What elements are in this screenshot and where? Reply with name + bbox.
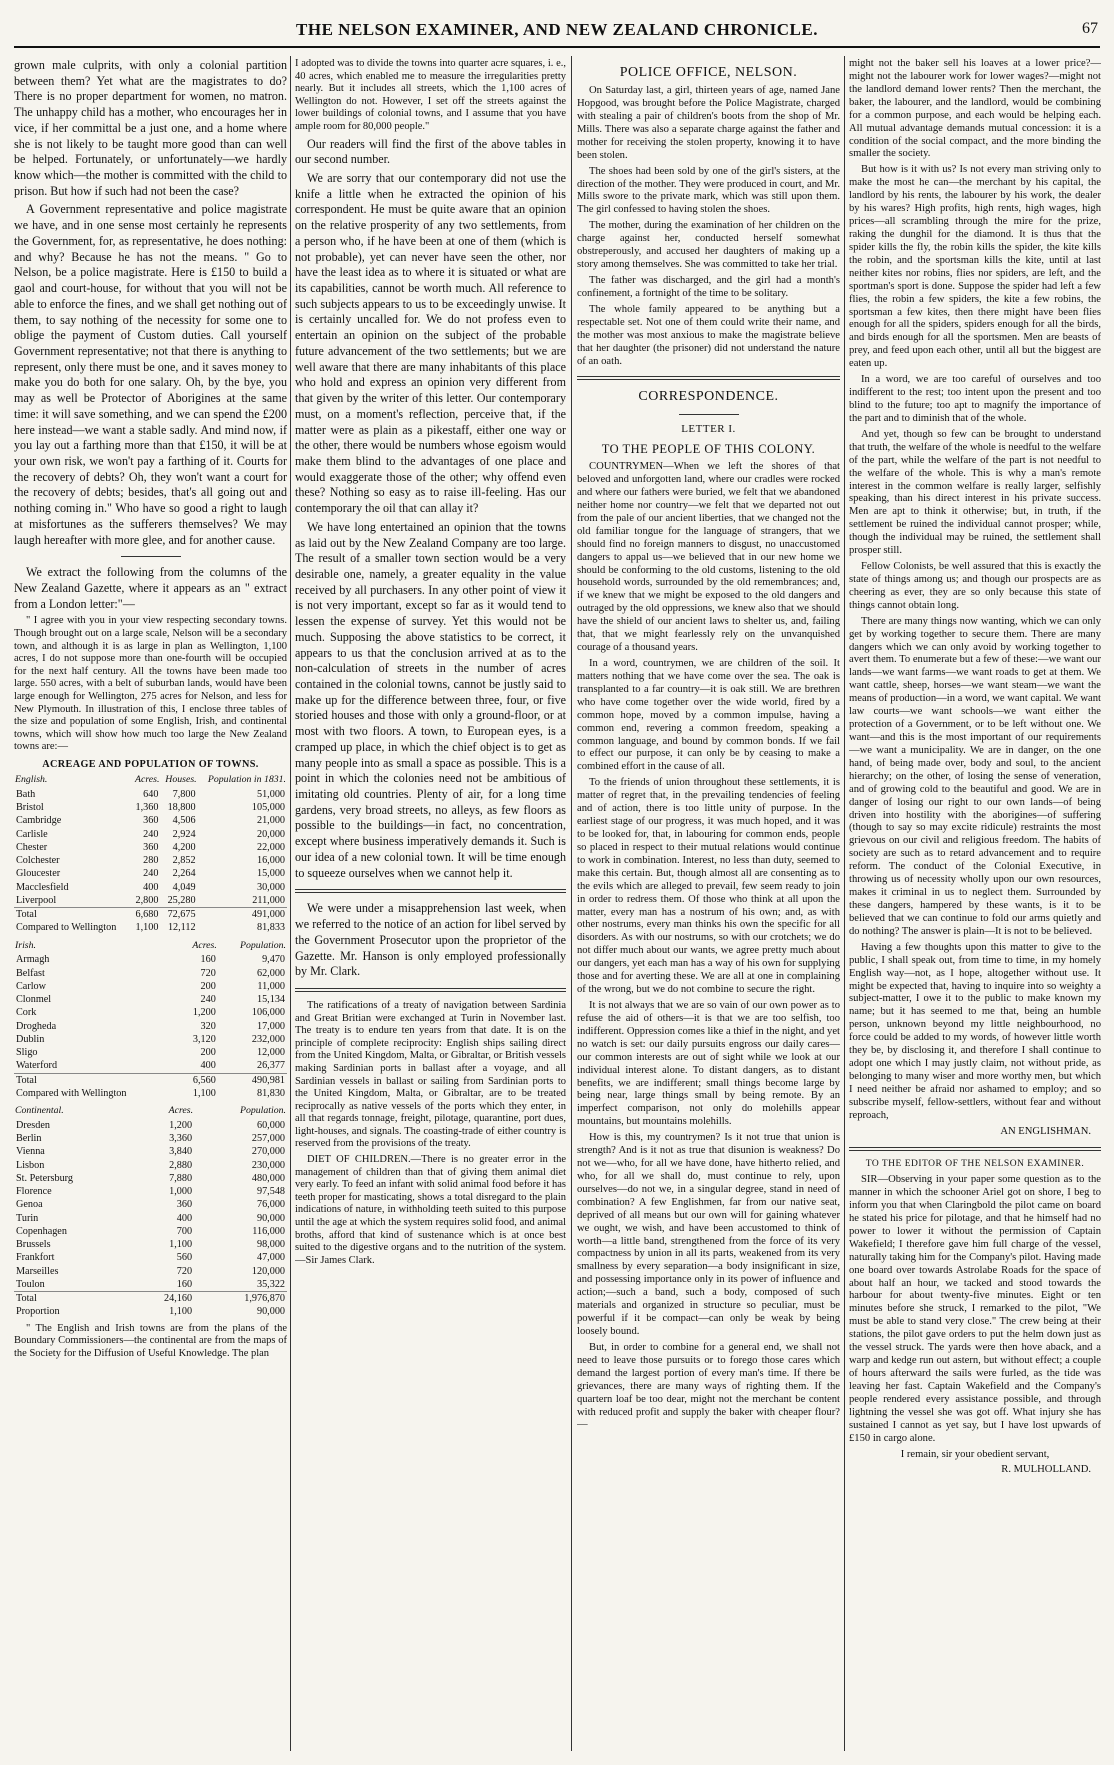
table-cell: Liverpool <box>16 894 57 906</box>
table-header: Acres. <box>168 1105 194 1117</box>
article-paragraph: We have long entertained an opinion that the towns as laid out by the New Zealand Company are too large. The result of a smaller town section would be a very desirable one, namely, a greater equality in the value received by all purchasers. In any other point of view it is not very important, except so far as it would tend to lessen the expense of survey. Yet this would not be much. Supposing the above statistics to be correct, it appears to us that the conclusion arrived at as to the non-calculation of streets in the number of acres contained in the colonial towns, cannot be justly said to make up for the difference between three, four, or five storied houses and those with only a ground-floor, or at most with two floors. A town, to European eyes, is a cramped up place, in which the chief object is to get as many people into as small a space as possible. This is a point in which the colonies need not be ambitious of imitating old countries. Plenty of air, for a long time gardens, very broad streets, no alleys, as few floors as possible to the buildings—in fact, no concentration, except where business imperatively demands it. Such is our idea of a new colonial town. It will be time enough to squeeze ourselves when we cannot help it. <box>295 519 566 880</box>
article-paragraph: Having a few thoughts upon this matter to give to the public, I shall speak out, from time to time, in my homely English way—not, as I hope, altogether without use. It might be expected that, having to inquire into so weighty a subject-matter, I owe it to the public to make known my name; but it has seemed to me that, being an humble person, unknown beyond my little neighbourhood, no force could be added to my words, of however little worth they be, by disclosing it, and therefore I shall continue to adopt one which I may justly claim, not without pride, as belonging to many wiser and more worthy men, but which I need neither be afraid nor ashamed to employ; and so subscribe myself, fellow-settlers, without fear and without reproach, <box>849 941 1101 1121</box>
table-cell: 7,880 <box>169 1172 193 1184</box>
table-cell: 2,264 <box>172 868 196 880</box>
table-cell: 16,000 <box>256 855 285 867</box>
table-row <box>14 894 287 908</box>
table-cell: 232,000 <box>251 1033 285 1045</box>
table-cell: Drogheda <box>16 1020 57 1032</box>
column-3 <box>577 58 840 1751</box>
table-cell: 97,548 <box>256 1186 285 1198</box>
column-2 <box>295 58 566 1751</box>
table-cell: 1,100 <box>192 1087 216 1099</box>
table-cell: 4,049 <box>172 881 196 893</box>
table-header: Acres. <box>192 939 217 951</box>
table-cell: 47,000 <box>256 1252 285 1264</box>
table-row <box>14 1145 287 1158</box>
page-number: 67 <box>1082 20 1098 37</box>
table-cell: Sligo <box>16 1047 38 1059</box>
table-cell: 360 <box>176 1199 193 1211</box>
table-cell: 22,000 <box>256 841 285 853</box>
table-row <box>14 1265 287 1278</box>
table-cell: 26,377 <box>256 1060 285 1072</box>
table-row <box>14 1225 287 1238</box>
table-header: English. <box>15 774 48 786</box>
column-rule <box>844 56 845 1751</box>
masthead <box>14 18 1100 48</box>
table-cell: Proportion <box>16 1306 60 1318</box>
table-cell: Total <box>14 1292 132 1306</box>
table-cell: 62,000 <box>256 967 285 979</box>
table-cell: 400 <box>176 1212 193 1224</box>
table-cell: 3,840 <box>169 1146 193 1158</box>
article-paragraph: It is not always that we are so vain of our own power as to refuse the aid of others—it is that we are too selfish, too indifferent. Oppression comes like a thief in the night, and yet no watch is set: our daily pursuits engross our daily cares—our common interests are out of sight while we look at our individual interest alone. To distant dangers, as to distant benefits, we are indifferent; small things become large by being near, large things small by being remote. By an imperfect comparison, not only do molehills appear mountains, but mountains molehills. <box>577 999 840 1128</box>
table-cell: 211,000 <box>252 894 285 906</box>
letter-heading: TO THE EDITOR OF THE NELSON EXAMINER. <box>865 1158 1085 1169</box>
article-paragraph: might not the baker sell his loaves at a lower price?—might not the labourer work for lower wages?—might not the landlord demand lower rents? Then the merchant, the baker, the labourer, and the landlord, would be combining for a common purpose, and each would be helping each. All mutual advantage demands mutual concession: it is a condition of the social compact, and the more binding the smaller the society. <box>849 58 1101 160</box>
signature: R. MULHOLLAND. <box>1001 1464 1091 1476</box>
table-cell: 700 <box>176 1225 193 1237</box>
table-cell: Turin <box>16 1212 39 1224</box>
table-cell: 90,000 <box>256 1306 285 1318</box>
english-towns-table <box>14 773 287 934</box>
table-cell: Berlin <box>16 1133 42 1145</box>
continental-towns-table <box>14 1104 287 1318</box>
table-cell: 2,852 <box>172 855 196 867</box>
table-row <box>14 1059 287 1073</box>
article-paragraph: On Saturday last, a girl, thirteen years of age, named Jane Hopgood, was brought before the Police Magistrate, charged with stealing a pair of children's boots from the shop of Mr. Mills. There was also a separate charge against the father and mother for receiving the stolen property, knowing it to have been stolen. <box>577 85 840 161</box>
table-row <box>14 1251 287 1264</box>
table-cell: Carlow <box>16 980 46 992</box>
table-cell: 160 <box>176 1278 193 1290</box>
table-cell: 11,000 <box>257 980 285 992</box>
article-paragraph: How is this, my countrymen? Is it not true that union is strength? And is it not as true that disunion is weakness? Do not we—who, for all we have done, have hitherto relied, and who, for all we shall do, must continue to rely, upon ourselves—do not we, in a singular degree, stand in need of combination? A few Englishmen, far from our native seat, deprived of all means but our own will for gaining whatever we ought, we wish, and have been accustomed to think of worth—a little band, strengthened from the force of its very compactness by union in all its parts, weakened from its very smallness by every separation—a body insignificant in size, and possessing importance only in its power of influence and action;—such a band, such a body, composed of such materials and organized in structure so peculiar, must be powerful if it be compact—can only be weak by being loosely bound. <box>577 1132 840 1338</box>
table-cell: 15,134 <box>256 994 285 1006</box>
table-cell: 491,000 <box>198 908 287 922</box>
signature: AN ENGLISHMAN. <box>1000 1125 1091 1137</box>
table-row <box>14 1073 287 1087</box>
table-cell: Copenhagen <box>16 1225 67 1237</box>
article-paragraph: I remain, sir your obedient servant, <box>900 1448 1050 1460</box>
table-cell: Marseilles <box>16 1265 59 1277</box>
divider <box>679 414 739 415</box>
table-cell: 7,800 <box>172 788 196 800</box>
table-row <box>14 980 287 993</box>
table-cell: 90,000 <box>256 1212 285 1224</box>
table-cell: 2,800 <box>135 894 159 906</box>
table-cell: 21,000 <box>256 815 285 827</box>
table-row <box>14 1006 287 1019</box>
article-paragraph: In a word, countrymen, we are children of the soil. It matters nothing that we have come over the sea. The oak is transplanted to a far country—it is oak still. We are brethren who have come together over the wide world, fired by a common hope, moved by a common impulse, having a common end, revering a common freedom, speaking a common language, and bound by common bonds. If we fail to effect our purpose, it can only be by ceasing to make a combined effort in the cause of all. <box>577 658 840 773</box>
article-paragraph: But how is it with us? Is not every man striving only to make the most he can—the merchant by his capital, the landlord by his rents, the labourer by his work, the dealer by his wares? High profits, high rents, high wages, high prices—all scrambling through the mire for the prize, raking the dunghil for the diamond. It is thus that the spider kills the fly, the robin kills the spider, the kite kills the robin, and the sportsman kills the kite, until at last neither kites nor robins, flies nor spiders, are left, and the sportman's sport is done. Suppose the spider had left a few flies, the robin a few spiders, the kite a few robins, the sportsman a few kites, then there might have been flies enough for all the spiders, spiders enough for all the birds, and birds enough for all the sportsmen. Men are beasts of prey, and feed upon each other, until all but the biggest are eaten up. <box>849 164 1101 370</box>
table-cell: 280 <box>143 855 159 867</box>
column-rule <box>290 56 291 1751</box>
article-paragraph: A Government representative and police magistrate we have, and in one sense most certainly he represents the Government, for, as representative, he does nothing: and why? Because he has not the means. " Go to Nelson, be a police magistrate. Here is £150 to build a gaol and court-house, for without that you will not be able to enforce the fines, and we shall get nothing out of them, to say nothing of the necessity for some one to oblige the payment of Custom duties. Call yourself Government representative; not that there is anything to represent, only there must be one, and it saves money to make you do both for one salary. Oh, by the bye, you may as well be Protector of Aborigines at the same time: it will save something, and we can spend the £200 here instead—we want a stable sadly. And mind now, if you lay out a farthing more than that £150, it will be at your own risk, we won't pay a farthing of it. Courts for the recovery of debts? Oh, they won't want a court for the recovery of debts; besides, that's all going out and nothing coming in." Who have so good a right to laugh at misfortunes as the sufferers themselves? We may laugh hereafter with more glee, and for another cause. <box>14 202 287 547</box>
table-cell: Waterford <box>16 1060 58 1072</box>
table-row <box>14 953 287 966</box>
table-cell: 6,560 <box>179 1073 218 1087</box>
table-cell: 12,112 <box>167 922 196 934</box>
article-paragraph: DIET OF CHILDREN.—There is no greater error in the management of children than that of giving them animal diet very early. To feed an infant with solid animal food before it has teeth proper for masticating, shows a total disregard to the plain indications of nature, in withholding teeth suited to this purpose until the age at which the system requires solid food, and animal broths, afford that kind of sustenance which is at once best suited to the digestive organs and to the nutrition of the system.—Sir James Clark. <box>295 1154 566 1266</box>
table-cell: 4,506 <box>172 815 196 827</box>
table-header: Houses. <box>165 774 197 786</box>
table-cell: 560 <box>176 1252 193 1264</box>
article-paragraph: The shoes had been sold by one of the girl's sisters, at the direction of the mother. They were produced in court, and Mr. Mills swore to the private mark, which was still upon them. The girl confessed to having stolen the shoes. <box>577 165 840 216</box>
table-cell: 15,000 <box>256 868 285 880</box>
table-cell: 640 <box>143 788 159 800</box>
table-cell: Cambridge <box>16 815 62 827</box>
table-row <box>14 1198 287 1211</box>
table-cell: 320 <box>200 1020 216 1032</box>
table-cell: 1,976,870 <box>194 1292 287 1306</box>
table-cell: Belfast <box>16 967 45 979</box>
table-cell: Toulon <box>16 1278 45 1290</box>
article-paragraph: COUNTRYMEN—When we left the shores of that beloved and unforgotten land, where our cradles were rocked and where our fathers were buried, we felt that we abandoned neither home nor country—we felt that we departed not out from the pale of our ancient liberties, that we changed not the old familiar tongue for the language of strangers, that we should find no foreign manners to disgust, no unaccustomed dangers to appal us—we believed that in our new home we should be conforming to the old customs, listening to the old household words, surrounded by the old remembrances; and, if we knew that we might be exposed to the old dangers and outraged by the old oppressions, we knew also that we should have the shield of our ancient laws to shelter us, and, failing that, that we might fearlessly rely on the unvanquished courage of a thousand years. <box>577 461 840 654</box>
table-row <box>14 788 287 801</box>
table-title: ACREAGE AND POPULATION OF TOWNS. <box>42 758 259 770</box>
table-cell: Cork <box>16 1007 37 1019</box>
table-cell: 12,000 <box>256 1047 285 1059</box>
table-cell: 257,000 <box>251 1133 285 1145</box>
article-paragraph: But, in order to combine for a general end, we shall not need to leave those pursuits or to forego those cares which demand the largest portion of every man's time. If there be grievances, there are many ways of righting them. If the quartern loaf be too dear, might not the merchant be content with reduced profit and supply the baker with cheaper flour?— <box>577 1341 840 1431</box>
table-row <box>14 1033 287 1046</box>
table-cell: 98,000 <box>256 1239 285 1251</box>
table-cell: 1,100 <box>135 922 159 934</box>
table-header: Population. <box>240 939 286 951</box>
table-cell: 240 <box>143 868 159 880</box>
table-row <box>14 1046 287 1059</box>
table-cell: 60,000 <box>256 1119 285 1131</box>
table-cell: Clonmel <box>16 994 52 1006</box>
table-row <box>14 814 287 827</box>
section-heading: POLICE OFFICE, NELSON. <box>619 65 798 80</box>
table-cell: St. Petersburg <box>16 1172 73 1184</box>
table-row <box>14 854 287 867</box>
article-paragraph: We are sorry that our contemporary did not use the knife a little when he extracted the opinion of his correspondent. He must be quite aware that an opinion on the relative prosperity of any two settlements, from a person who, if he have been at one of them (which is not probable), yet can never have seen the other, nor have the least idea as to where it is situated or what are its capabilities, cannot be worth much. All reference to such subjects appears to us to be exceedingly unwise. It is certainly uncalled for. We do not profess even to entertain an opinion on the subject of the probable future advancement of the two settlements; but we are well aware that there are many inhabitants of this place who hold and express an opinion very different from that given by the writer of this letter. Our contemporary must, on a moment's reflection, perceive that, if the matter were as plain as a pikestaff, either one way or the other, there would be numbers whose egoism would make them blind to the advantages of one place and would exaggerate those of the other; why offend even these? Nothing so easy as to raise ill-feeling. Has our contemporary the oil that can allay it? <box>295 171 566 516</box>
table-cell: 3,120 <box>192 1033 216 1045</box>
table-row <box>14 1212 287 1225</box>
table-row <box>14 1159 287 1172</box>
newspaper-title: THE NELSON EXAMINER, AND NEW ZEALAND CHRONICLE. <box>296 20 818 39</box>
table-row <box>14 801 287 814</box>
table-header: Irish. <box>15 939 36 951</box>
table-cell: 240 <box>143 828 159 840</box>
column-4 <box>849 58 1101 1751</box>
table-cell: 1,100 <box>169 1239 193 1251</box>
table-cell: 200 <box>200 1047 216 1059</box>
letter-quote: " I agree with you in your view respecting secondary towns. Though brought out on a large scale, Nelson will be a secondary town, and although it is as large in plan as Wellington, 1,100 acres, I do not suppose more than one-fourth will be occupied for the next half century. All the towns have been made too large. 550 acres, with a belt of suburban lands, would have been large enough for Wellington, 275 acres for Nelson, and less for New Plymouth. In illustration of this, I enclose three tables of the size and population of some English, Irish, and continental towns, which will show how much too large the New Zealand towns are:— <box>14 615 287 753</box>
table-row <box>14 1020 287 1033</box>
table-cell: 3,360 <box>169 1133 193 1145</box>
article-paragraph: SIR—Observing in your paper some question as to the manner in which the schooner Ariel got on shore, I beg to inform you that when Claringbold the pilot came on board he stated his price for pilotage, and that he himself had no power to lower it without the permission of Captain Wakefield; I therefore gave him full charge of the vessel, naturally taking him for the Company's pilot. Having made one board over towards Astrolabe Roads for the space of about half an hour, we tacked and stood towards the harbour for about twenty-five minutes. Eight or ten minutes before she struck, I remarked to the pilot, "We must be able to stand very close." The crew being at their stations, the pilot gave orders to put the helm down just as the vessel struck. The yards were then hove aback, and a warp and kedge run out astern, but without effect; a couple of hours afterward the sails were furled, as the tide was leaving her fast. Captain Wakefield and the Company's people rendered every assistance possible, and through lightning the vessel she was got off. What injury she has sustained I cannot as yet say, but I have lost upwards of £150 in cargo alone. <box>849 1174 1101 1444</box>
table-cell: 35,322 <box>256 1278 285 1290</box>
article-paragraph: There are many things now wanting, which we can only get by working together to secure them. There are many dangers which we can only avoid by working together to avert them. To enumerate but a few of these:—we want our lands—we want farms—we want roads to get at them. We want cattle, sheep, horses—we want steam—we want the means of production—in a word, we want capital. We want law courts—we want schools—we want either the protection of a Government, or to be left without one. We want—and this is the most important of our requirements—we want a municipality. We are in danger, on the one hand, of being made over, body and soul, to the ancient hierarchy; on the other, of losing the sense of veneration, and of growing cold to the beautiful and good. We are in danger of losing our right to our own lands—of being driven into hostility with the aborigines—of suffering (though to say so may excite ridicule) restraints the most grievous on our civil and religious freedom. The habits of society are such as to retard advancement and to require reform. The conduct of the Colonial Executive, in throwing us of necessity wholly upon our own resources, makes it criminal in us to neglect them. Surrounded by these dangers, hampered by these wants, is it to be believed that we can continue to fold our arms quietly and do nothing? The answer is plain—It is not to be believed. <box>849 615 1101 937</box>
table-cell: 106,000 <box>251 1007 285 1019</box>
table-header: Population. <box>240 1105 286 1117</box>
table-row <box>14 1292 287 1306</box>
table-cell: 1,360 <box>135 802 159 814</box>
table-cell: Chester <box>16 841 48 853</box>
table-cell: 200 <box>200 980 216 992</box>
column-rule <box>571 56 572 1751</box>
table-row <box>14 1087 287 1100</box>
letter-heading: LETTER I. <box>681 422 736 435</box>
table-cell: Lisbon <box>16 1159 45 1171</box>
divider <box>121 556 181 557</box>
table-row <box>14 1172 287 1185</box>
table-cell: 4,200 <box>172 841 196 853</box>
table-cell: Bath <box>16 788 36 800</box>
table-cell: 20,000 <box>256 828 285 840</box>
table-cell: 480,000 <box>251 1172 285 1184</box>
table-row <box>14 993 287 1006</box>
article-paragraph: And yet, though so few can be brought to understand that truth, the welfare of the whole is needful to the welfare of the part, while the welfare of the part is not needful to the welfare of the whole. This is why a man's remote interest in the common welfare is really larger, selfishly speaking, than his direct interest in his private success. Men are apt to think it otherwise; but, in truth, if the settlement be ruined the individual cannot prosper; while, though the individual may be ruined, the settlement shall prosper still. <box>849 428 1101 557</box>
table-cell: 25,280 <box>167 894 196 906</box>
table-cell: 116,000 <box>252 1225 285 1237</box>
article-paragraph: In a word, we are too careful of ourselves and too indifferent to the rest; too intent upon the present and too blind to the future; too apt to magnify the importance of the part and to diminish that of the whole. <box>849 374 1101 424</box>
table-cell: 51,000 <box>256 788 285 800</box>
table-cell: 120,000 <box>251 1265 285 1277</box>
table-cell: Brussels <box>16 1239 51 1251</box>
table-cell: 81,833 <box>256 922 285 934</box>
table-cell: 2,880 <box>169 1159 193 1171</box>
table-row <box>14 867 287 880</box>
table-row <box>14 1278 287 1292</box>
table-row <box>14 828 287 841</box>
table-cell: 360 <box>143 841 159 853</box>
table-cell: 17,000 <box>256 1020 285 1032</box>
table-cell: 18,800 <box>167 802 196 814</box>
table-cell: 1,200 <box>169 1119 193 1131</box>
article-paragraph: We extract the following from the columns of the New Zealand Gazette, where it appears as an " extract from a London letter:"— <box>14 565 287 611</box>
table-cell: 1,200 <box>192 1007 216 1019</box>
table-row <box>14 1119 287 1132</box>
table-cell: Armagh <box>16 954 50 966</box>
divider <box>295 988 566 992</box>
table-cell: 2,924 <box>172 828 196 840</box>
table-cell: 400 <box>200 1060 216 1072</box>
table-row <box>14 921 287 934</box>
table-cell: Dresden <box>16 1119 50 1131</box>
table-row <box>14 967 287 980</box>
table-cell: Dublin <box>16 1033 45 1045</box>
table-row <box>14 1238 287 1251</box>
table-cell: 30,000 <box>256 881 285 893</box>
article-paragraph: We were under a misapprehension last week, when we referred to the notice of an action for libel served by the Government Prosecutor upon the proprietor of the Gazette. Mr. Hanson is only employed professionally by Mr. Clark. <box>295 901 566 979</box>
table-cell: 230,000 <box>251 1159 285 1171</box>
divider <box>295 889 566 893</box>
letter-quote: I adopted was to divide the towns into quarter acre squares, i. e., 40 acres, which enabled me to measure the irregularities pretty nearly. But it includes all streets, which the 1,100 acres of Wellington do not. However, I set off the streets against the lower buildings of colonial towns, and I assume that you have ample room for 80,000 people." <box>295 58 566 132</box>
irish-towns-table <box>14 939 287 1100</box>
table-cell: 6,680 <box>130 908 160 922</box>
column-1 <box>14 58 287 1751</box>
table-cell: 400 <box>143 881 159 893</box>
table-cell: Macclesfield <box>16 881 69 893</box>
article-paragraph: Fellow Colonists, be well assured that this is exactly the state of things among us; and though our prospects are as cheering as ever, they are so only because this state of things cannot obtain long. <box>849 561 1101 611</box>
table-cell: 1,000 <box>169 1186 193 1198</box>
table-cell: Florence <box>16 1186 52 1198</box>
article-paragraph: grown male culprits, with only a colonial partition between them? Yet what are the magistrates to do? There is no proper department for women, no matron. The unhappy child has a mother, who encourages her in vice, if her committal be a just one, and a home where she is not likely to be taught more good than can well be helped. Fortunately, or unfortunately—we hardly know which—the mother is committed with the child to prison. But how if such had not been the case? <box>14 58 287 198</box>
section-heading: CORRESPONDENCE. <box>638 389 779 405</box>
table-cell: 720 <box>176 1265 193 1277</box>
table-cell: 24,160 <box>132 1292 194 1306</box>
table-row <box>14 1185 287 1198</box>
table-cell: Total <box>14 908 130 922</box>
table-cell: Genoa <box>16 1199 43 1211</box>
article-paragraph: The father was discharged, and the girl had a month's confinement, a fortnight of the time to be solitary. <box>577 274 840 299</box>
table-row <box>14 1305 287 1318</box>
table-cell: 240 <box>200 994 216 1006</box>
table-cell: Frankfort <box>16 1252 55 1264</box>
table-cell: 72,675 <box>160 908 197 922</box>
divider <box>577 376 840 380</box>
table-cell: Gloucester <box>16 868 61 880</box>
table-cell: Carlisle <box>16 828 48 840</box>
table-row <box>14 908 287 922</box>
table-cell: 270,000 <box>251 1146 285 1158</box>
table-cell: 360 <box>143 815 159 827</box>
article-paragraph: The mother, during the examination of her children on the charge against her, conducted herself somewhat obstreperously, and accused her daughters of making up a story among themselves. She was committed to take her trial. <box>577 220 840 271</box>
table-cell: 76,000 <box>256 1199 285 1211</box>
table-cell: Bristol <box>16 802 44 814</box>
table-header: Continental. <box>15 1105 64 1117</box>
table-cell: 105,000 <box>251 802 285 814</box>
table-cell: 490,981 <box>218 1073 287 1087</box>
table-cell: 720 <box>200 967 216 979</box>
table-row <box>14 841 287 854</box>
table-cell: 160 <box>200 954 216 966</box>
article-paragraph: The whole family appeared to be anything but a respectable set. Not one of them could write their name, and the mother was most anxious to make the magistrate believe that her daughter (the prisoner) did not understand the nature of an oath. <box>577 303 840 367</box>
table-row <box>14 881 287 894</box>
table-cell: Vienna <box>16 1146 45 1158</box>
article-paragraph: To the friends of union throughout these settlements, it is matter of regret that, in the prevailing tendencies of feeling and of action, there is too little unity of purpose. In the earliest stage of our progress, it was much hoped, and it was to be looked for, that, in labouring for common ends, people so placed in respect to their mutual relations would continue to work in combination. Interest, no less than duty, seemed to make this certain. But, though almost all are consenting as to the evils which are alleged to prevail, few seem ready to join in order to redress them. Of those who think at all upon the matter, every man has a nostrum of his own; and, as with other nostrums, every man thinks his own the specific for all disorders. As with our nostrums, so with our crotchets; we do not differ much about our wants, we agree pretty much about our dangers, yet each man has a way of his own for supplying those and for averting these. We are all at one in complaining of the wrong, but we do not combine to secure the right. <box>577 777 840 996</box>
table-header: Acres. <box>135 774 160 786</box>
table-cell: Compared with Wellington <box>16 1087 127 1099</box>
article-paragraph: " The English and Irish towns are from the plans of the Boundary Commissioners—the continental are from the maps of the Society for the Diffusion of Useful Knowledge. The plan <box>14 1322 287 1359</box>
divider <box>849 1147 1101 1151</box>
article-paragraph: Our readers will find the first of the above tables in our second number. <box>295 136 566 167</box>
table-row <box>14 1132 287 1145</box>
table-cell: 81,830 <box>256 1087 285 1099</box>
table-cell: 9,470 <box>262 954 285 966</box>
table-cell: Total <box>14 1073 179 1087</box>
article-paragraph: The ratifications of a treaty of navigation between Sardinia and Great Britian were exchanged at Turin in November last. The treaty is to endure ten years from that date. It is on the principle of complete reciprocity: English ships sailing direct from the United Kingdom, Malta, or Gibraltar, or British vessels making Sardinian ports in ballast after a voyage, and all Sardinian vessels in ballast or sailing from Sardinian ports to the United Kingdom, Malta, or Gibraltar, are to be treated reciprocally as native vessels of the ports which they enter, in all that regards tonnage, freight, pilotage, quarantine, port dues, light-houses, and signals. The coasting-trade of either country is reserved from the provisions of the treaty. <box>295 999 566 1150</box>
table-cell: Compared to Wellington <box>16 922 117 934</box>
table-cell: 1,100 <box>169 1306 193 1318</box>
table-cell: Colchester <box>16 855 60 867</box>
table-header: Population in 1831. <box>207 774 286 786</box>
letter-title: TO THE PEOPLE OF THIS COLONY. <box>601 441 816 456</box>
